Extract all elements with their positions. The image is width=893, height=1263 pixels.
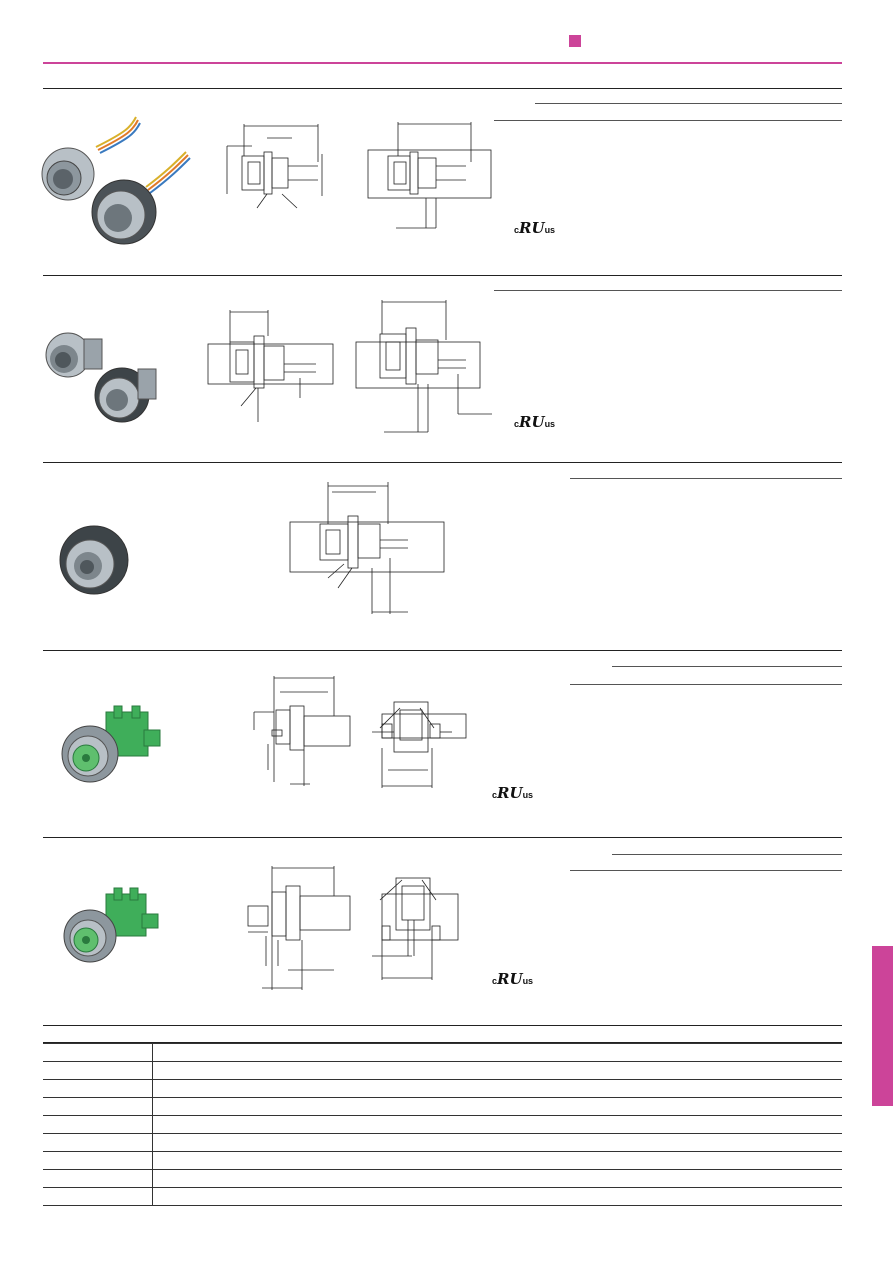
spec-rule [535, 103, 842, 104]
table-cell-label [43, 1080, 153, 1098]
spec-rule [494, 290, 842, 291]
spec-rule [570, 684, 842, 685]
table-top-rule [43, 1042, 842, 1043]
spec-rule [612, 666, 842, 667]
category-marker [569, 35, 581, 47]
table-row [43, 1188, 842, 1206]
dimension-drawing-rear [354, 296, 494, 436]
section-divider [43, 837, 842, 838]
ul-certification-icon: cRUus [492, 970, 534, 988]
dimension-drawing-front [372, 864, 462, 984]
table-cell-label [43, 1188, 153, 1206]
section-divider [43, 462, 842, 463]
table-cell-value [153, 1188, 843, 1206]
table-cell-value [153, 1152, 843, 1170]
spec-rule [494, 120, 842, 121]
m12-female-panel-connector-with-wires-icon [36, 112, 196, 252]
spec-rule [570, 478, 842, 479]
m12-female-panel-connector-rear-mount-icon [52, 522, 142, 602]
dimension-drawing-front [370, 688, 470, 792]
section-top-rule [43, 88, 842, 89]
table-row [43, 1116, 842, 1134]
m12-female-angled-pcb-connector-green-small-icon [58, 880, 168, 970]
table-row [43, 1152, 842, 1170]
m12-female-panel-connector-pcb-icon [38, 315, 168, 430]
dimension-drawing [288, 478, 448, 618]
table-cell-label [43, 1116, 153, 1134]
ul-certification-icon: cRUus [514, 219, 556, 237]
table-cell-label [43, 1098, 153, 1116]
table-cell-label [43, 1134, 153, 1152]
table-row [43, 1098, 842, 1116]
table-cell-label [43, 1152, 153, 1170]
spec-rule [570, 870, 842, 871]
table-cell-value [153, 1080, 843, 1098]
table-cell-value [153, 1116, 843, 1134]
section-divider [43, 650, 842, 651]
table-cell-value [153, 1170, 843, 1188]
dimension-drawing-side [250, 672, 358, 790]
dimension-drawing-side [242, 862, 354, 996]
dimension-drawing-front [222, 118, 332, 210]
table-row [43, 1080, 842, 1098]
side-index-tab [872, 946, 893, 1106]
section-divider [43, 275, 842, 276]
table-row [43, 1170, 842, 1188]
table-cell-value [153, 1062, 843, 1080]
table-cell-value [153, 1098, 843, 1116]
dimension-drawing-rear [366, 118, 494, 233]
table-row [43, 1044, 842, 1062]
table-cell-value [153, 1044, 843, 1062]
ul-certification-icon: cRUus [514, 413, 556, 431]
table-cell-value [153, 1134, 843, 1152]
table-row [43, 1134, 842, 1152]
specifications-table [43, 1043, 842, 1206]
ul-certification-icon: cRUus [492, 784, 534, 802]
table-row [43, 1062, 842, 1080]
table-cell-label [43, 1170, 153, 1188]
header-rule [43, 62, 842, 64]
spec-rule [612, 854, 842, 855]
table-cell-label [43, 1044, 153, 1062]
section-divider [43, 1025, 842, 1026]
dimension-drawing-front [206, 306, 336, 426]
table-cell-label [43, 1062, 153, 1080]
m12-female-angled-pcb-connector-green-icon [56, 700, 166, 790]
